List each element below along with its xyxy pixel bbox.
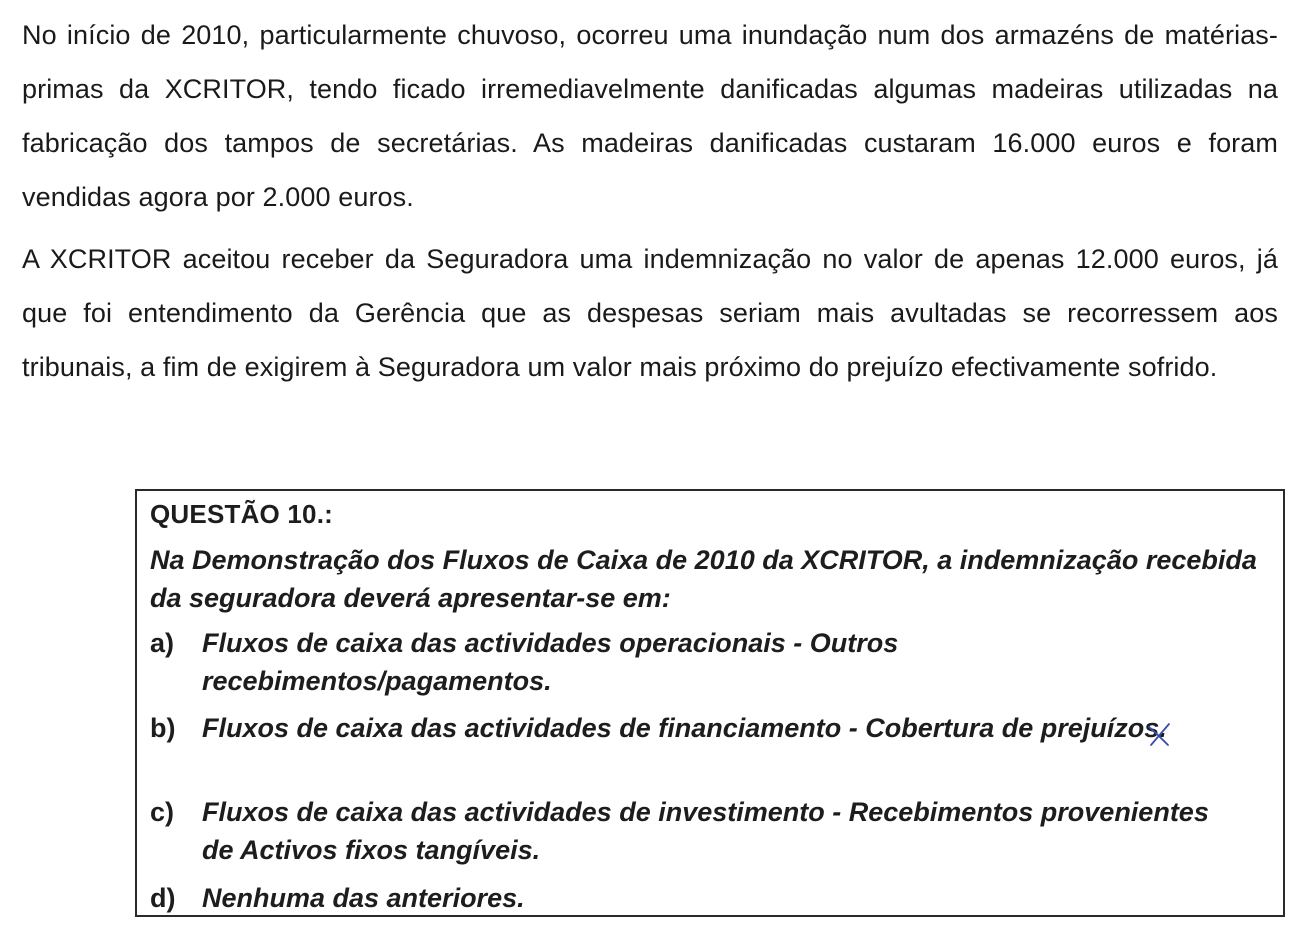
- option-d-text: Nenhuma das anteriores.: [202, 883, 525, 913]
- paragraph-flood-context: No início de 2010, particularmente chuvoso, ocorreu uma inundação num dos armazéns de matérias-primas da XCRITOR, tendo ficado irremediavelmente danificadas algumas madeiras utilizadas na fabricação dos tampos de secretárias. As madeiras danificadas custaram 16.000 euros e foram vendidas agora por 2.000 euros.: [22, 20, 1278, 212]
- option-c-letter: c): [150, 797, 175, 827]
- paragraph-insurance-compensation: A XCRITOR aceitou receber da Seguradora uma indemnização no valor de apenas 12.000 euros, já que foi entendimento da Gerência que as despesas seriam mais avultadas se recorressem aos tribunais, a fim de exigirem à Seguradora um valor mais próximo do prejuízo efectivamente sofrido.: [22, 244, 1278, 382]
- question-title: QUESTÃO 10.:: [150, 499, 333, 529]
- option-a-text: Fluxos de caixa das actividades operacionais - Outros recebimentos/pagamentos.: [202, 628, 899, 696]
- option-c: [150, 793, 1210, 869]
- option-b-letter: b): [150, 713, 176, 743]
- option-a-letter: a): [150, 628, 175, 658]
- option-c-text: Fluxos de caixa das actividades de investimento - Recebimentos provenientes de Activos fixos tangíveis.: [202, 797, 1209, 865]
- option-b: [150, 709, 1210, 747]
- option-a: [150, 624, 1210, 700]
- option-b-text: Fluxos de caixa das actividades de financiamento - Cobertura de prejuízos.: [202, 713, 1167, 743]
- question-box: [135, 489, 1285, 917]
- option-d: [150, 879, 1210, 917]
- question-stem: Na Demonstração dos Fluxos de Caixa de 2010 da XCRITOR, a indemnização recebida da seguradora deverá apresentar-se em:: [150, 545, 1257, 613]
- option-d-letter: d): [150, 883, 176, 913]
- handwritten-cross-mark-icon: [1143, 718, 1175, 750]
